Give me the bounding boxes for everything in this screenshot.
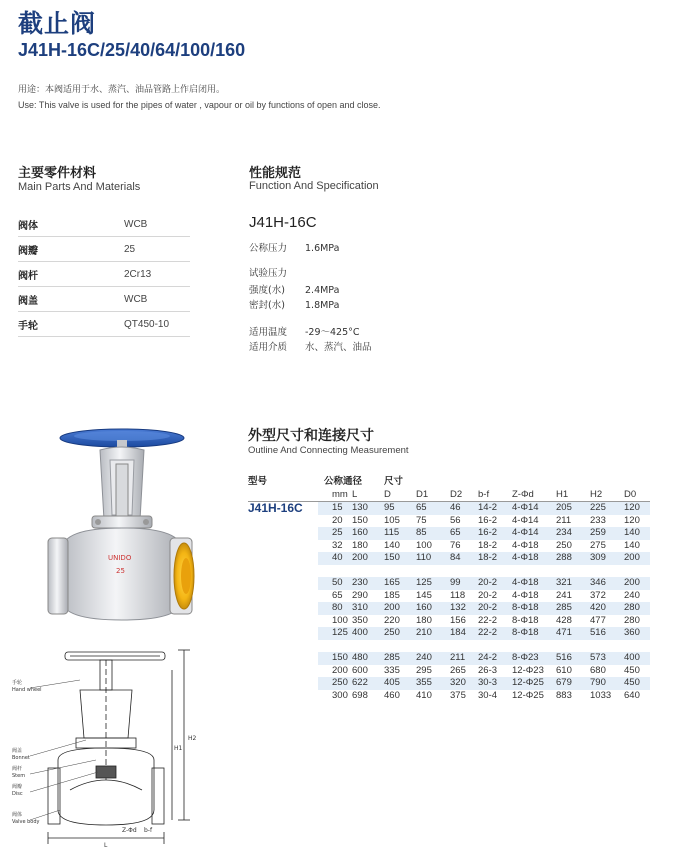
table-cell: 46 (450, 502, 478, 515)
dn-cell: 125 (318, 627, 352, 640)
dim-label-bf: b-f (144, 827, 153, 834)
list-item (18, 262, 190, 287)
table-cell: 150 (352, 514, 368, 526)
table-cell: 410 (416, 689, 432, 701)
dn-cell: 40 (318, 552, 352, 565)
table-cell: 210 (416, 627, 450, 640)
model-cell-empty (248, 690, 318, 703)
spec-label: 公称压力 (249, 243, 288, 254)
table-cell: 234 (556, 527, 590, 540)
spec-label: 适用温度 (249, 327, 288, 338)
model-cell-empty (248, 552, 318, 565)
usage-cn: 用途：本阀适用于水、蒸汽、油品管路上作启闭用。 (18, 85, 226, 95)
valve-photo (40, 420, 205, 635)
dn-cell: 50 (318, 577, 352, 590)
list-item (18, 237, 190, 262)
table-cell: 12-Φ25 (512, 689, 544, 701)
table-cell: 280 (624, 602, 650, 615)
table-row (248, 540, 650, 553)
table-cell: 288 (556, 552, 590, 565)
table-cell: 165 (384, 577, 416, 590)
table-cell: 84 (450, 552, 478, 565)
table-cell: 8-Φ18 (512, 614, 539, 626)
dn-unit: mm (318, 489, 352, 502)
table-cell: 355 (416, 677, 450, 690)
table-cell: 250 (384, 627, 416, 640)
table-row (248, 602, 650, 615)
model-header: 型号 (248, 476, 268, 487)
table-cell: 145 (416, 589, 432, 601)
part-material: WCB (124, 218, 148, 230)
table-cell: 790 (590, 677, 624, 690)
table-cell: 180 (416, 614, 432, 626)
table-cell: 600 (352, 664, 368, 676)
list-item (18, 287, 190, 312)
table-cell: 95 (384, 502, 416, 515)
table-row (248, 627, 650, 640)
table-cell: 350 (352, 614, 368, 626)
table-cell: 20-2 (478, 589, 498, 601)
callout-cn: 阀杆 (12, 766, 23, 772)
dimensions-title-en: Outline And Connecting Measurement (248, 445, 409, 456)
table-cell: 265 (450, 664, 466, 676)
spec-label: 适用介质 (249, 342, 288, 353)
model-cell-empty (248, 540, 318, 553)
table-cell: 400 (624, 652, 650, 665)
table-cell: 30-4 (478, 689, 498, 701)
table-cell: 372 (590, 589, 606, 601)
table-cell: 200 (624, 552, 650, 565)
dn-cell: 250 (318, 677, 352, 690)
dn-cell: 20 (332, 514, 343, 526)
dn-cell: 25 (318, 527, 352, 540)
callout-en: Disc (12, 791, 23, 797)
table-cell: 8-Φ18 (512, 627, 556, 640)
table-cell: 16-2 (478, 527, 512, 540)
spec-strength (249, 282, 339, 296)
usage-en: Use: This valve is used for the pipes of water , vapour or oil by functions of open and close. (18, 100, 381, 110)
model-cell-empty (248, 627, 318, 640)
callout-en: Stem (12, 773, 26, 779)
casting-size: 25 (116, 567, 125, 575)
table-cell: 4-Φ18 (512, 552, 556, 565)
dn-cell: 65 (332, 589, 343, 601)
table-cell: 360 (624, 627, 650, 640)
table-cell: 4-Φ18 (512, 589, 539, 601)
column-header: D2 (450, 489, 478, 502)
model-cell-empty (248, 515, 318, 528)
table-cell: 321 (556, 577, 590, 590)
table-cell: 309 (590, 552, 624, 565)
table-cell: 16-2 (478, 514, 498, 526)
table-cell: 18-2 (478, 539, 498, 551)
table-cell: 450 (624, 677, 650, 690)
table-row (248, 690, 650, 703)
table-cell: 679 (556, 677, 590, 690)
table-cell: 205 (556, 502, 590, 515)
table-cell: 280 (624, 614, 640, 626)
part-material: 25 (124, 243, 136, 255)
spec-title-en: Function And Specification (249, 180, 379, 192)
spec-nominal-pressure (249, 240, 339, 254)
table-cell: 99 (450, 577, 478, 590)
casting-mark: UNIDO (108, 554, 132, 562)
table-cell: 428 (556, 614, 572, 626)
table-cell: 320 (450, 677, 478, 690)
table-row (248, 552, 650, 565)
section-drawing (10, 640, 210, 850)
table-cell: 375 (450, 689, 466, 701)
callout-cn: 阀体 (12, 812, 23, 818)
table-row (248, 515, 650, 528)
table-cell: 130 (352, 502, 384, 515)
table-cell: 8-Φ18 (512, 602, 556, 615)
model-cell-empty (248, 527, 318, 540)
table-cell: 240 (416, 652, 450, 665)
part-name: 阀盖 (18, 295, 38, 307)
table-cell: 184 (450, 627, 478, 640)
table-cell: 150 (384, 552, 416, 565)
dn-cell: 80 (318, 602, 352, 615)
table-cell: 285 (556, 602, 590, 615)
table-cell: 100 (416, 539, 432, 551)
callout-cn: 阀瓣 (12, 784, 23, 790)
callout-en: Bonnet (12, 755, 30, 761)
table-row (248, 652, 650, 665)
part-material: WCB (124, 293, 148, 305)
table-cell: 56 (450, 514, 461, 526)
table-cell: 241 (556, 589, 572, 601)
spec-model: J41H-16C (249, 214, 317, 231)
table-cell: 477 (590, 614, 606, 626)
spec-temperature (249, 324, 360, 338)
table-cell: 20-2 (478, 577, 512, 590)
dim-label-h1: H1 (174, 745, 183, 752)
table-cell: 12-Φ25 (512, 677, 556, 690)
dn-cell: 100 (332, 614, 348, 626)
table-cell: 22-2 (478, 614, 498, 626)
list-item (18, 212, 190, 237)
table-cell: 18-2 (478, 552, 512, 565)
part-name: 阀体 (18, 220, 38, 232)
group-spacer (248, 640, 650, 653)
table-cell: 22-2 (478, 627, 512, 640)
table-cell: 4-Φ18 (512, 539, 539, 551)
table-row (248, 527, 650, 540)
dn-cell: 300 (332, 689, 348, 701)
table-cell: 24-2 (478, 652, 512, 665)
column-header: D (384, 489, 416, 502)
table-cell: 230 (352, 577, 384, 590)
callout-cn: 手轮 (12, 680, 23, 686)
table-cell: 85 (416, 527, 450, 540)
spec-medium (249, 339, 372, 353)
table-cell: 295 (416, 664, 432, 676)
spec-title-cn: 性能规范 (249, 166, 302, 181)
part-name: 阀瓣 (18, 245, 38, 257)
column-header: D0 (624, 489, 650, 502)
group-spacer (248, 565, 650, 578)
column-header: D1 (416, 489, 450, 502)
table-cell: 1033 (590, 689, 612, 701)
table-cell: 310 (352, 602, 384, 615)
table-cell: 140 (384, 539, 400, 551)
table-cell: 516 (556, 652, 590, 665)
table-cell: 125 (416, 577, 450, 590)
model-cell-empty (248, 652, 318, 665)
spec-value: 2.4MPa (305, 285, 340, 296)
table-cell: 250 (556, 539, 572, 551)
callout-cn: 阀盖 (12, 748, 23, 754)
table-cell: 180 (352, 539, 368, 551)
table-cell: 335 (384, 664, 400, 676)
table-cell: 480 (352, 652, 384, 665)
part-name: 手轮 (18, 320, 38, 332)
table-cell: 610 (556, 664, 572, 676)
table-cell: 450 (624, 664, 640, 676)
table-row (248, 615, 650, 628)
table-cell: 698 (352, 689, 368, 701)
model-series: J41H-16C/25/40/64/100/160 (18, 40, 246, 60)
table-cell: 211 (556, 514, 572, 526)
dimensions-title-cn: 外型尺寸和连接尺寸 (248, 428, 374, 444)
table-cell: 290 (352, 589, 368, 601)
table-cell: 573 (590, 652, 624, 665)
callout-en: Valve body (12, 819, 40, 825)
column-header: L (352, 489, 384, 502)
spec-value: 1.6MPa (305, 243, 340, 254)
table-cell: 640 (624, 689, 640, 701)
table-cell: 140 (624, 527, 650, 540)
table-cell: 200 (384, 602, 416, 615)
part-name: 阀杆 (18, 270, 38, 282)
table-cell: 4-Φ14 (512, 514, 539, 526)
table-cell: 346 (590, 577, 624, 590)
model-cell: J41H-16C (248, 501, 303, 515)
spec-label: 强度(水) (249, 285, 285, 296)
table-cell: 680 (590, 664, 606, 676)
table-row (248, 677, 650, 690)
table-cell: 65 (450, 527, 478, 540)
table-cell: 200 (624, 577, 650, 590)
table-cell: 12-Φ23 (512, 664, 544, 676)
table-cell: 76 (450, 539, 461, 551)
part-material: QT450-10 (124, 318, 170, 330)
table-row (248, 577, 650, 590)
spec-label: 密封(水) (249, 300, 285, 311)
dn-cell: 150 (318, 652, 352, 665)
column-header: b-f (478, 489, 512, 502)
table-cell: 460 (384, 689, 400, 701)
table-cell: 516 (590, 627, 624, 640)
model-cell-empty (248, 665, 318, 678)
table-cell: 471 (556, 627, 590, 640)
table-cell: 200 (352, 552, 384, 565)
dn-cell: 200 (332, 664, 348, 676)
table-cell: 220 (384, 614, 400, 626)
parts-title-cn: 主要零件材料 (18, 166, 97, 181)
table-cell: 160 (416, 602, 450, 615)
table-cell: 185 (384, 589, 400, 601)
dim-label-h2: H2 (188, 735, 197, 742)
size-header: 尺寸 (384, 476, 404, 487)
table-cell: 275 (590, 539, 606, 551)
table-cell: 65 (416, 502, 450, 515)
table-cell: 20-2 (478, 602, 512, 615)
table-cell: 120 (624, 502, 650, 515)
table-cell: 26-3 (478, 664, 498, 676)
table-cell: 75 (416, 514, 427, 526)
table-cell: 225 (590, 502, 624, 515)
table-cell: 14-2 (478, 502, 512, 515)
table-cell: 115 (384, 527, 416, 540)
table-cell: 156 (450, 614, 466, 626)
table-cell: 4-Φ14 (512, 502, 556, 515)
table-cell: 420 (590, 602, 624, 615)
dn-header: 公称通径 (324, 476, 363, 487)
table-cell: 30-3 (478, 677, 512, 690)
list-item (18, 312, 190, 337)
table-cell: 4-Φ18 (512, 577, 556, 590)
table-cell: 105 (384, 514, 400, 526)
spec-value: 1.8MPa (305, 300, 340, 311)
table-cell: 211 (450, 652, 478, 665)
table-cell: 405 (384, 677, 416, 690)
column-header-row (248, 489, 650, 502)
table-cell: 622 (352, 677, 384, 690)
table-cell: 259 (590, 527, 624, 540)
dimensions-table (248, 476, 650, 702)
table-row (248, 665, 650, 678)
dim-label-l: L (104, 842, 108, 849)
part-material: 2Cr13 (124, 268, 152, 280)
model-cell-empty (248, 677, 318, 690)
dn-cell: 15 (318, 502, 352, 515)
table-cell: 140 (624, 539, 640, 551)
model-cell-empty (248, 590, 318, 603)
spec-value: 水、蒸汽、油品 (305, 342, 372, 353)
table-cell: 240 (624, 589, 640, 601)
parts-title-en: Main Parts And Materials (18, 181, 141, 193)
spec-value: -29～425°C (305, 327, 360, 338)
table-cell: 285 (384, 652, 416, 665)
table-cell: 118 (450, 589, 466, 601)
model-cell-empty (248, 615, 318, 628)
table-row (248, 590, 650, 603)
table-cell: 883 (556, 689, 572, 701)
column-header: Z-Φd (512, 489, 556, 502)
dim-label-zphid: Z-Φd (122, 827, 137, 834)
column-header: H2 (590, 489, 624, 502)
parts-list (18, 212, 190, 337)
model-cell-empty (248, 577, 318, 590)
table-cell: 160 (352, 527, 384, 540)
dn-cell: 32 (332, 539, 343, 551)
column-header: H1 (556, 489, 590, 502)
callout-en: Hand wheel (12, 687, 42, 693)
table-row (248, 502, 650, 515)
model-cell-empty (248, 602, 318, 615)
table-cell: 233 (590, 514, 606, 526)
spec-seal (249, 297, 339, 311)
table-cell: 132 (450, 602, 478, 615)
table-cell: 8-Φ23 (512, 652, 556, 665)
table-cell: 400 (352, 627, 384, 640)
table-cell: 4-Φ14 (512, 527, 556, 540)
table-cell: 110 (416, 552, 450, 565)
table-cell: 120 (624, 514, 640, 526)
page-title: 截止阀 (18, 9, 97, 38)
spec-test-pressure-label: 试验压力 (249, 268, 288, 279)
